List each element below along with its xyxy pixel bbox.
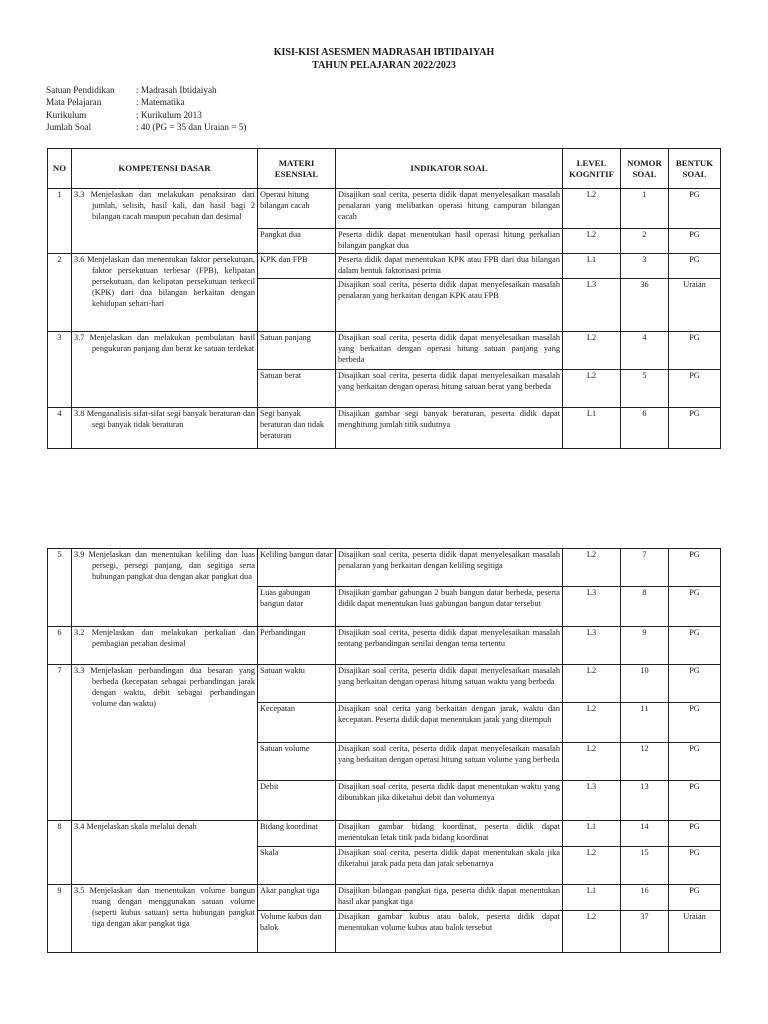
row-number: 9 bbox=[48, 885, 72, 953]
bentuk-soal-cell: PG bbox=[669, 332, 721, 370]
materi-esensial-cell: Kecepatan bbox=[258, 703, 336, 743]
row-number: 2 bbox=[48, 254, 72, 332]
table-row bbox=[48, 408, 721, 449]
indikator-soal-cell: Disajikan soal cerita, peserta didik dapat menentukan waktu yang dibutuhkan jika diketahui debit dan volumenya bbox=[336, 781, 563, 821]
materi-esensial-cell: Pangkat dua bbox=[258, 229, 336, 254]
materi-esensial-cell: Keliling bangun datar bbox=[258, 549, 336, 587]
kompetensi-dasar-cell: 3.3 Menjelaskan dan melakukan penaksiran dari jumlah, selisih, hasil kali, dan hasil bagi 2 bilangan cacah maupun pecahan dan desimal bbox=[72, 189, 258, 254]
level-kognitif-cell: L2 bbox=[563, 847, 621, 885]
materi-esensial-cell: Volume kubus dan balok bbox=[258, 911, 336, 953]
row-number: 1 bbox=[48, 189, 72, 254]
indikator-soal-cell: Disajikan bilangan pangkat tiga, peserta didik dapat menentukan hasil akar pangkat tiga bbox=[336, 885, 563, 911]
nomor-soal-cell: 2 bbox=[621, 229, 669, 254]
indikator-soal-cell: Disajikan gambar bidang koordinat, peserta didik dapat menentukan letak titik pada bidang koordinat bbox=[336, 821, 563, 847]
bentuk-soal-cell: PG bbox=[669, 821, 721, 847]
indikator-soal-cell: Disajikan soal cerita, peserta didik dapat menentukan skala jika diketahui jarak pada peta dan jarak sebenarnya bbox=[336, 847, 563, 885]
kisi-kisi-table-part-2 bbox=[47, 548, 721, 953]
document-title: KISI-KISI ASESMEN MADRASAH IBTIDAIYAH bbox=[273, 47, 495, 58]
level-kognitif-cell: L2 bbox=[563, 189, 621, 229]
column-header-level-kognitif: LEVEL KOGNITIF bbox=[563, 149, 621, 189]
meta-row bbox=[46, 109, 246, 121]
bentuk-soal-cell: PG bbox=[669, 627, 721, 665]
level-kognitif-cell: L1 bbox=[563, 885, 621, 911]
level-kognitif-cell: L2 bbox=[563, 370, 621, 408]
kompetensi-dasar-cell: 3.8 Menganalisis sifat-sifat segi banyak beraturan dan segi banyak tidak beraturan bbox=[72, 408, 258, 449]
nomor-soal-cell: 4 bbox=[621, 332, 669, 370]
meta-value: : Madrasah Ibtidaiyah bbox=[136, 85, 217, 95]
row-number: 6 bbox=[48, 627, 72, 665]
nomor-soal-cell: 36 bbox=[621, 279, 669, 332]
level-kognitif-cell: L2 bbox=[563, 665, 621, 703]
bentuk-soal-cell: PG bbox=[669, 665, 721, 703]
indikator-soal-cell: Disajikan soal cerita yang berkaitan dengan jarak, waktu dan kecepatan. Peserta didik dapat menentukan jarak yang ditempuh bbox=[336, 703, 563, 743]
table-row bbox=[48, 254, 721, 279]
table-row bbox=[48, 549, 721, 587]
row-number: 7 bbox=[48, 665, 72, 821]
table-row bbox=[48, 189, 721, 229]
level-kognitif-cell: L1 bbox=[563, 821, 621, 847]
bentuk-soal-cell: PG bbox=[669, 703, 721, 743]
nomor-soal-cell: 10 bbox=[621, 665, 669, 703]
indikator-soal-cell: Peserta didik dapat menentukan hasil operasi hitung perkalian bilangan pangkat dua bbox=[336, 229, 563, 254]
materi-esensial-cell: Perbandingan bbox=[258, 627, 336, 665]
meta-label: Kurikulum bbox=[46, 109, 87, 120]
row-number: 4 bbox=[48, 408, 72, 449]
table-row bbox=[48, 627, 721, 665]
meta-label: Mata Pelajaran bbox=[46, 97, 102, 108]
bentuk-soal-cell: PG bbox=[669, 229, 721, 254]
column-header-kompetensi-dasar: KOMPETENSI DASAR bbox=[72, 149, 258, 189]
materi-esensial-cell: Skala bbox=[258, 847, 336, 885]
column-header-bentuk-soal: BENTUK SOAL bbox=[669, 149, 721, 189]
kompetensi-dasar-cell: 3.5 Menjelaskan dan menentukan volume bangun ruang dengan menggunakan satuan volume (seperti kubus satuan) serta hubungan pangkat tiga dengan akar pangkat tiga bbox=[72, 885, 258, 953]
bentuk-soal-cell: PG bbox=[669, 743, 721, 781]
materi-esensial-cell: Satuan berat bbox=[258, 370, 336, 408]
bentuk-soal-cell: Uraian bbox=[669, 911, 721, 953]
bentuk-soal-cell: PG bbox=[669, 549, 721, 587]
materi-esensial-cell bbox=[258, 279, 336, 332]
row-number: 3 bbox=[48, 332, 72, 408]
level-kognitif-cell: L2 bbox=[563, 549, 621, 587]
indikator-soal-cell: Disajikan soal cerita, peserta didik dapat menyelesaikan masalah yang berkaitan dengan operasi hitung satuan berat yang berbeda bbox=[336, 370, 563, 408]
materi-esensial-cell: Luas gabungan bangun datar bbox=[258, 587, 336, 627]
nomor-soal-cell: 9 bbox=[621, 627, 669, 665]
materi-esensial-cell: Akar pangkat tiga bbox=[258, 885, 336, 911]
level-kognitif-cell: L1 bbox=[563, 254, 621, 279]
nomor-soal-cell: 37 bbox=[621, 911, 669, 953]
bentuk-soal-cell: Uraian bbox=[669, 279, 721, 332]
nomor-soal-cell: 1 bbox=[621, 189, 669, 229]
meta-value: : 40 (PG = 35 dan Uraian = 5) bbox=[136, 121, 247, 132]
nomor-soal-cell: 3 bbox=[621, 254, 669, 279]
level-kognitif-cell: L2 bbox=[563, 743, 621, 781]
materi-esensial-cell: Bidang koordinat bbox=[258, 821, 336, 847]
bentuk-soal-cell: PG bbox=[669, 189, 721, 229]
row-number: 8 bbox=[48, 821, 72, 885]
kompetensi-dasar-cell: 3.2 Menjelaskan dan melakukan perkalian dan pembagian pecahan desimal bbox=[72, 627, 258, 665]
kompetensi-dasar-cell: 3.9 Menjelaskan dan menentukan keliling dan luas persegi, persegi panjang, dan segitiga serta hubungan pangkat dua dengan akar pangkat dua bbox=[72, 549, 258, 627]
meta-label: Jumlah Soal bbox=[46, 121, 92, 132]
bentuk-soal-cell: PG bbox=[669, 847, 721, 885]
column-header-nomor-soal: NOMOR SOAL bbox=[621, 149, 669, 189]
nomor-soal-cell: 15 bbox=[621, 847, 669, 885]
kompetensi-dasar-cell: 3.3 Menjelaskan perbandingan dua besaran yang berbeda (kecepatan sebagai perbandingan jarak dengan waktu, debit sebagai perbandingan volume dan waktu) bbox=[72, 665, 258, 821]
meta-row bbox=[46, 84, 246, 96]
indikator-soal-cell: Disajikan soal cerita, peserta didik dapat menyelesaikan masalah tentang perbandingan senilai dengan tema tertentu bbox=[336, 627, 563, 665]
table-row bbox=[48, 885, 721, 911]
nomor-soal-cell: 16 bbox=[621, 885, 669, 911]
materi-esensial-cell: Satuan volume bbox=[258, 743, 336, 781]
column-header-no: NO bbox=[48, 149, 72, 189]
table-row bbox=[48, 665, 721, 703]
column-header-materi-esensial: MATERI ESENSIAL bbox=[258, 149, 336, 189]
level-kognitif-cell: L3 bbox=[563, 781, 621, 821]
nomor-soal-cell: 12 bbox=[621, 743, 669, 781]
indikator-soal-cell: Disajikan gambar segi banyak beraturan, peserta didik dapat menghitung jumlah titik sudutnya bbox=[336, 408, 563, 449]
materi-esensial-cell: KPK dan FPB bbox=[258, 254, 336, 279]
indikator-soal-cell: Disajikan soal cerita, peserta didik dapat menyelesaikan masalah penalaran yang berkaitan dengan KPK atau FPB bbox=[336, 279, 563, 332]
level-kognitif-cell: L3 bbox=[563, 587, 621, 627]
bentuk-soal-cell: PG bbox=[669, 254, 721, 279]
level-kognitif-cell: L2 bbox=[563, 703, 621, 743]
document-subtitle: TAHUN PELAJARAN 2022/2023 bbox=[312, 60, 456, 71]
materi-esensial-cell: Satuan waktu bbox=[258, 665, 336, 703]
bentuk-soal-cell: PG bbox=[669, 781, 721, 821]
bentuk-soal-cell: PG bbox=[669, 370, 721, 408]
materi-esensial-cell: Satuan panjang bbox=[258, 332, 336, 370]
nomor-soal-cell: 11 bbox=[621, 703, 669, 743]
nomor-soal-cell: 8 bbox=[621, 587, 669, 627]
materi-esensial-cell: Segi banyak beraturan dan tidak beraturan bbox=[258, 408, 336, 449]
materi-esensial-cell: Debit bbox=[258, 781, 336, 821]
indikator-soal-cell: Disajikan gambar gabungan 2 buah bangun datar berbeda, peserta didik dapat menentukan luas gabungan bangun datar tersebut bbox=[336, 587, 563, 627]
level-kognitif-cell: L2 bbox=[563, 332, 621, 370]
table-row bbox=[48, 821, 721, 847]
indikator-soal-cell: Disajikan soal cerita, peserta didik dapat menyelesaikan masalah yang berkaitan dengan operasi hitung satuan panjang yang berbeda bbox=[336, 332, 563, 370]
indikator-soal-cell: Disajikan soal cerita, peserta didik dapat menyelesaikan masalah penalaran yang melibatkan operasi hitung campuran bilangan cacah bbox=[336, 189, 563, 229]
bentuk-soal-cell: PG bbox=[669, 885, 721, 911]
indikator-soal-cell: Disajikan soal cerita, peserta didik dapat menyelesaikan masalah yang berkaitan dengan operasi hitung satuan waktu yang berbeda bbox=[336, 665, 563, 703]
kompetensi-dasar-cell: 3.4 Menjelaskan skala melalui denah bbox=[72, 821, 258, 885]
meta-value: : Matematika bbox=[136, 97, 185, 108]
table-header-row bbox=[48, 149, 721, 189]
meta-label: Satuan Pendidikan bbox=[46, 85, 115, 95]
meta-row bbox=[46, 96, 246, 108]
bentuk-soal-cell: PG bbox=[669, 587, 721, 627]
table-row bbox=[48, 332, 721, 370]
indikator-soal-cell: Disajikan soal cerita, peserta didik dapat menyelesaikan masalah yang berkaitan dengan operasi hitung satuan volume yang berbeda bbox=[336, 743, 563, 781]
nomor-soal-cell: 5 bbox=[621, 370, 669, 408]
kisi-kisi-table-part-1 bbox=[47, 148, 721, 449]
level-kognitif-cell: L2 bbox=[563, 229, 621, 254]
meta-value: : Kurikulum 2013 bbox=[136, 109, 202, 120]
indikator-soal-cell: Peserta didik dapat menentukan KPK atau FPB dari dua bilangan dalam bentuk faktorisasi prima bbox=[336, 254, 563, 279]
indikator-soal-cell: Disajikan gambar kubus atau balok, peserta didik dapat menentukan volume kubus atau balok tersebut bbox=[336, 911, 563, 953]
level-kognitif-cell: L3 bbox=[563, 279, 621, 332]
meta-row bbox=[46, 121, 246, 133]
nomor-soal-cell: 13 bbox=[621, 781, 669, 821]
row-number: 5 bbox=[48, 549, 72, 627]
indikator-soal-cell: Disajikan soal cerita, peserta didik dapat menyelesaikan masalah penalaran yang berkaitan dengan keliling segitiga bbox=[336, 549, 563, 587]
document-meta bbox=[46, 84, 246, 133]
nomor-soal-cell: 7 bbox=[621, 549, 669, 587]
bentuk-soal-cell: PG bbox=[669, 408, 721, 449]
nomor-soal-cell: 14 bbox=[621, 821, 669, 847]
kompetensi-dasar-cell: 3.6 Menjelaskan dan menentukan faktor persekutuan, faktor persekutuan terbesar (FPB), kelipatan persekutuan, dan kelipatan persekutuan terkecil (KPK) dari dua bilangan berkaitan dengan kehidupan sehari-hari bbox=[72, 254, 258, 332]
level-kognitif-cell: L1 bbox=[563, 408, 621, 449]
level-kognitif-cell: L2 bbox=[563, 911, 621, 953]
column-header-indikator-soal: INDIKATOR SOAL bbox=[336, 149, 563, 189]
nomor-soal-cell: 6 bbox=[621, 408, 669, 449]
level-kognitif-cell: L3 bbox=[563, 627, 621, 665]
kompetensi-dasar-cell: 3.7 Menjelaskan dan melakukan pembulatan hasil pengukuran panjang dan berat ke satuan terdekat bbox=[72, 332, 258, 408]
materi-esensial-cell: Operasi hitung bilangan cacah bbox=[258, 189, 336, 229]
